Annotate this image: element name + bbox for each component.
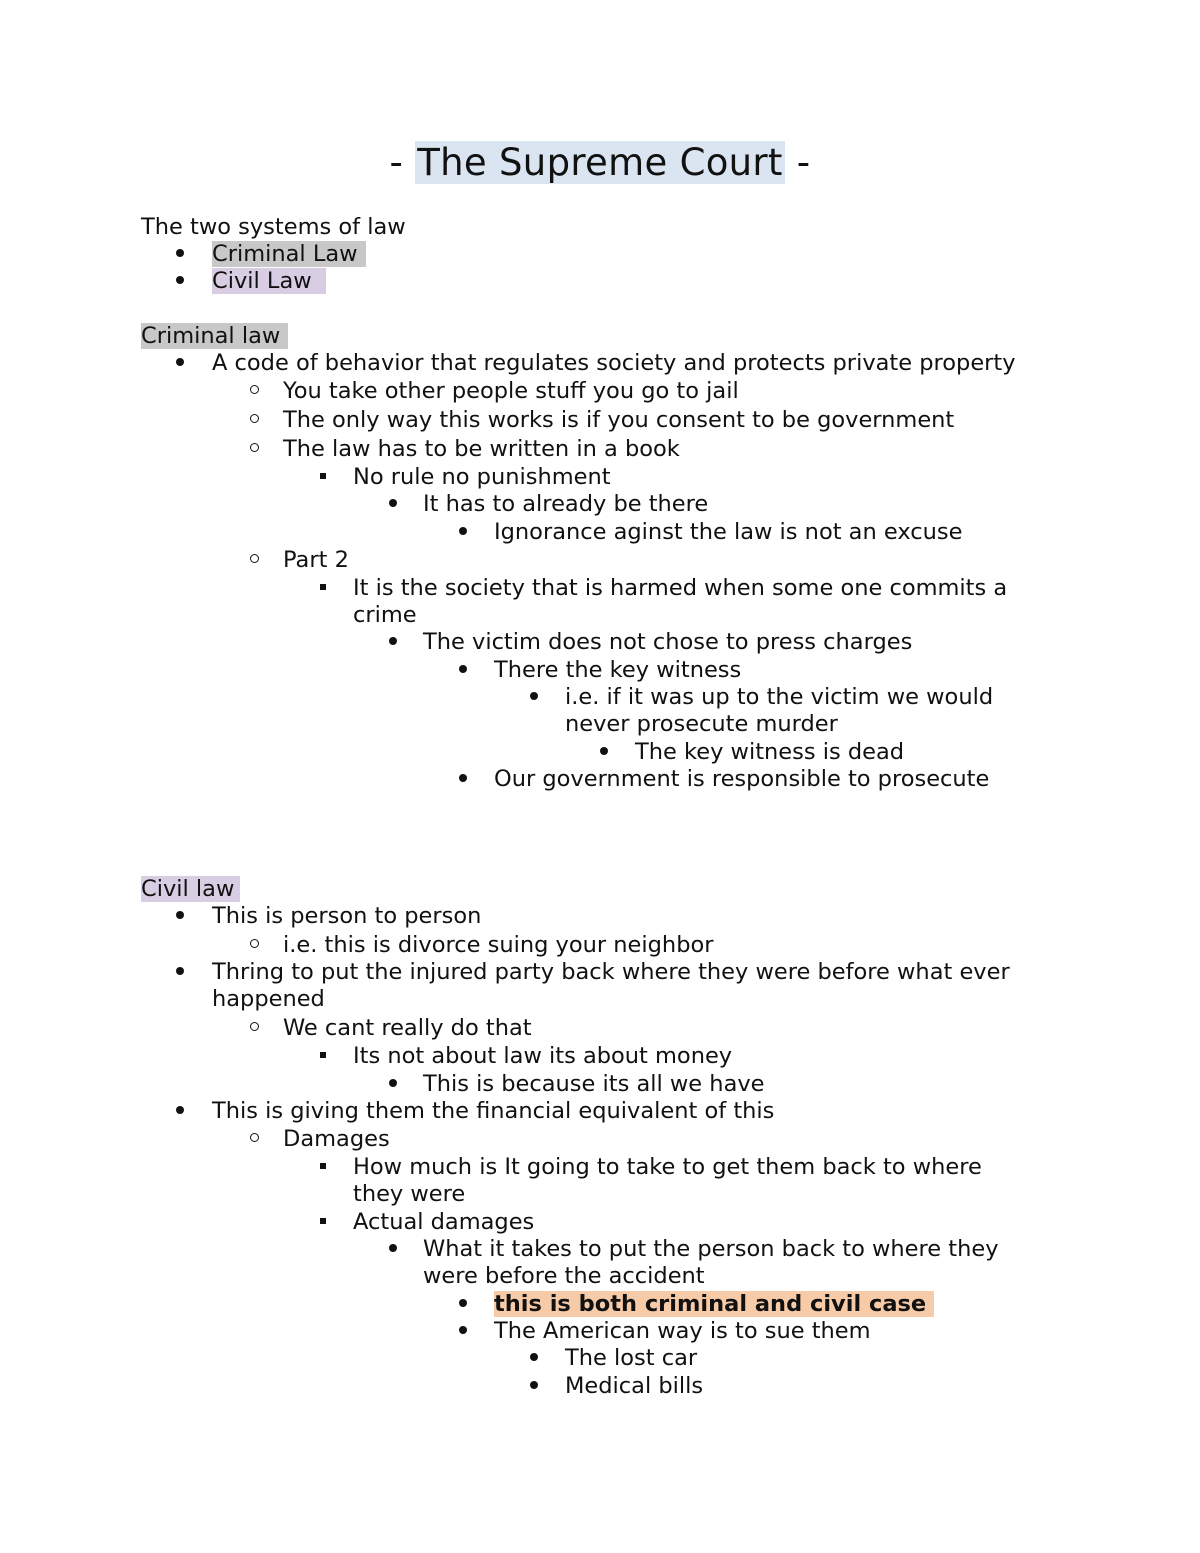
bullet-dot-icon (170, 350, 190, 377)
list-item: Part 2 (283, 547, 349, 573)
list-item-continuation: crime (353, 602, 417, 628)
bullet-circle-icon (244, 436, 264, 463)
intro-item-civil-text: Civil Law (212, 268, 326, 294)
page-title (0, 140, 1200, 186)
list-item-highlighted (494, 1291, 934, 1318)
list-item: No rule no punishment (353, 464, 611, 490)
highlighted-text: this is both criminal and civil case (494, 1291, 934, 1317)
list-item-continuation: happened (212, 986, 325, 1012)
bullet-dot-icon (524, 1345, 544, 1372)
bullet-circle-icon (244, 547, 264, 574)
list-item: Ignorance aginst the law is not an excuse (494, 519, 963, 545)
list-item: The law has to be written in a book (283, 436, 680, 462)
bullet-dot-icon (383, 1236, 403, 1263)
list-item: i.e. if it was up to the victim we would (565, 684, 994, 710)
intro-item-criminal (212, 241, 366, 268)
list-item: i.e. this is divorce suing your neighbor (283, 932, 714, 958)
title-text: The Supreme Court (417, 141, 783, 184)
bullet-square-icon (313, 1154, 333, 1181)
bullet-dot-icon (383, 491, 403, 518)
list-item: The lost car (565, 1345, 698, 1371)
list-item: Medical bills (565, 1373, 704, 1399)
bullet-dot-icon (453, 657, 473, 684)
bullet-dot-icon (170, 268, 190, 295)
title-prefix: - (389, 141, 416, 184)
bullet-circle-icon (244, 1126, 264, 1153)
list-item: This is giving them the financial equivalent of this (212, 1098, 775, 1124)
bullet-dot-icon (170, 903, 190, 930)
list-item: There the key witness (494, 657, 742, 683)
list-item: A code of behavior that regulates society and protects private property (212, 350, 1016, 376)
civil-heading-text: Civil law (141, 876, 240, 902)
list-item: Damages (283, 1126, 390, 1152)
list-item: It is the society that is harmed when some one commits a (353, 575, 1008, 601)
list-item: What it takes to put the person back to where they (423, 1236, 999, 1262)
list-item: You take other people stuff you go to jail (283, 378, 739, 404)
bullet-dot-icon (524, 684, 544, 711)
bullet-dot-icon (383, 1071, 403, 1098)
list-item: Thring to put the injured party back where they were before what ever (212, 959, 1010, 985)
bullet-dot-icon (524, 1373, 544, 1400)
intro-item-criminal-text: Criminal Law (212, 241, 366, 267)
bullet-square-icon (313, 1209, 333, 1236)
bullet-dot-icon (594, 739, 614, 766)
criminal-heading-text: Criminal law (141, 323, 288, 349)
list-item: The key witness is dead (635, 739, 905, 765)
list-item: The victim does not chose to press charges (423, 629, 913, 655)
bullet-dot-icon (453, 1291, 473, 1318)
list-item-continuation: were before the accident (423, 1263, 705, 1289)
list-item: This is person to person (212, 903, 482, 929)
list-item: We cant really do that (283, 1015, 532, 1041)
bullet-dot-icon (170, 1098, 190, 1125)
list-item: This is because its all we have (423, 1071, 765, 1097)
list-item-continuation: never prosecute murder (565, 711, 838, 737)
bullet-circle-icon (244, 407, 264, 434)
criminal-heading (141, 323, 288, 350)
bullet-square-icon (313, 575, 333, 602)
list-item: Actual damages (353, 1209, 535, 1235)
bullet-square-icon (313, 1043, 333, 1070)
bullet-dot-icon (453, 1318, 473, 1345)
bullet-dot-icon (170, 959, 190, 986)
bullet-circle-icon (244, 1015, 264, 1042)
list-item: Our government is responsible to prosecute (494, 766, 990, 792)
bullet-dot-icon (383, 629, 403, 656)
bullet-circle-icon (244, 932, 264, 959)
intro-heading: The two systems of law (141, 214, 406, 240)
bullet-dot-icon (453, 766, 473, 793)
list-item: It has to already be there (423, 491, 709, 517)
intro-item-civil (212, 268, 326, 295)
bullet-square-icon (313, 464, 333, 491)
list-item: The American way is to sue them (494, 1318, 871, 1344)
title-suffix: - (784, 141, 811, 184)
civil-heading (141, 876, 240, 903)
list-item: Its not about law its about money (353, 1043, 733, 1069)
bullet-circle-icon (244, 378, 264, 405)
list-item: The only way this works is if you consent to be government (283, 407, 955, 433)
bullet-dot-icon (453, 519, 473, 546)
bullet-dot-icon (170, 241, 190, 268)
list-item: How much is It going to take to get them back to where (353, 1154, 982, 1180)
list-item-continuation: they were (353, 1181, 466, 1207)
